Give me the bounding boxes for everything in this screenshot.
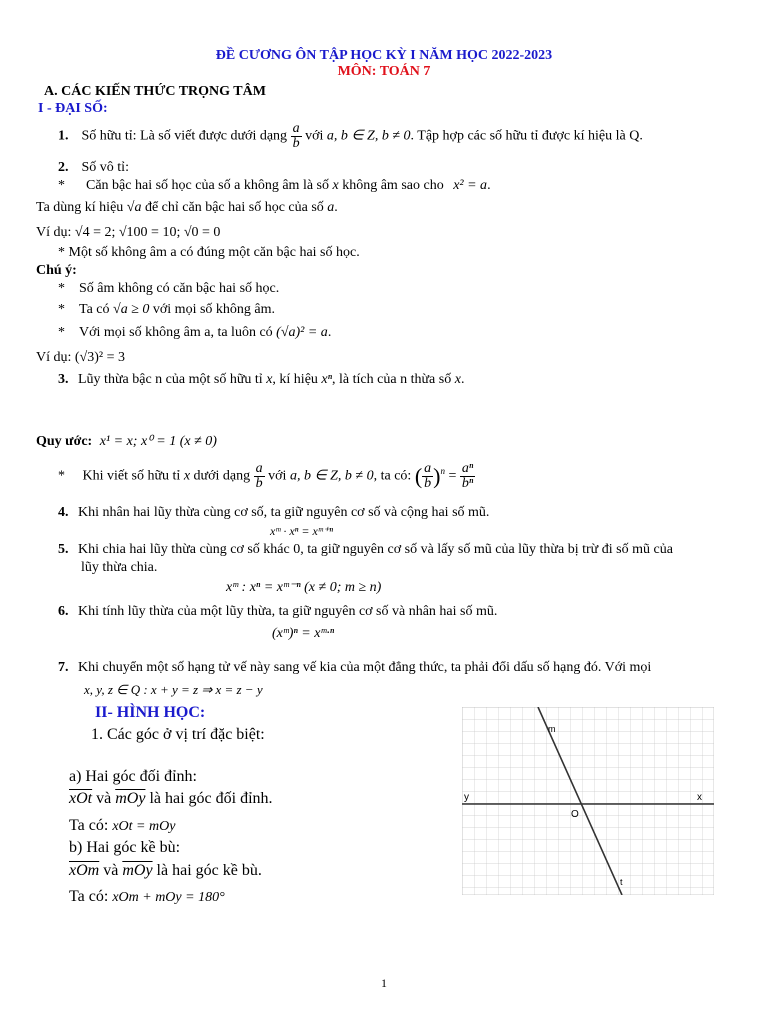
vertical-angles-have: Ta có: xOt = mOy: [69, 817, 176, 834]
page-number: 1: [381, 976, 387, 990]
item-3: 3. Lũy thừa bậc n của một số hữu tỉ x, kí hiệu xⁿ, là tích của n thừa số x.: [58, 372, 465, 387]
example-expr: √4 = 2; √100 = 10; √0 = 0: [74, 225, 221, 240]
item-7: 7. Khi chuyển một số hạng tử vế này sang vế kia của một đẳng thức, ta phải đổi dấu số hạng đó. Với mọi: [58, 660, 652, 675]
fraction-a-b: $\frac{a}{b}$: [255, 461, 263, 491]
item-text: Số vô tỉ:: [81, 160, 129, 175]
item-7-formula: x, y, z ∈ Q : x + y = z ⇒ x = z − y: [84, 682, 263, 697]
doc-subject: MÔN: TOÁN 7: [337, 64, 431, 79]
supplementary-have: Ta có: xOm + mOy = 180°: [69, 888, 225, 905]
item-number: 1.: [58, 128, 69, 144]
example-2: Ví dụ: (√3)² = 3: [36, 350, 125, 365]
fraction-power-result: $\frac{\text{aⁿ}}{\text{bⁿ}}$: [461, 461, 474, 491]
note-2: * Ta có √a ≥ 0 với mọi số không âm.: [58, 302, 276, 317]
label-o: O: [571, 809, 579, 820]
set-symbol-q: Q: [629, 128, 640, 144]
item-6: 6. Khi tính lũy thừa của một lũy thừa, ta giữ nguyên cơ số và nhân hai số mũ.: [58, 604, 498, 619]
supplementary-title: b) Hai góc kề bù:: [69, 839, 181, 856]
angles-figure: [462, 707, 714, 895]
item-text: . Tập hợp các số hữu tỉ được kí hiệu là: [410, 128, 626, 144]
note-3: * Với mọi số không âm a, ta luôn có (√a)² = a.: [58, 325, 332, 340]
algebra-heading: I - ĐẠI SỐ:: [38, 101, 108, 116]
item-text: Số hữu tỉ: Là số viết được dưới dạng: [81, 128, 288, 144]
note-1: * Số âm không có căn bậc hai số học.: [58, 281, 280, 296]
notation-line: Ta dùng kí hiệu √a để chỉ căn bậc hai số học của số a.: [36, 200, 338, 215]
item-5-line2: lũy thừa chia.: [81, 560, 158, 575]
supplementary-line: $\overline{xOm}$ và $\overline{mOy}$ là hai góc kề bù.: [69, 862, 262, 879]
convention: Quy ước: x¹ = x; x⁰ = 1 (x ≠ 0): [36, 434, 217, 449]
example-1: Ví dụ: √4 = 2; √100 = 10; √0 = 0: [36, 225, 221, 240]
item-4: 4. Khi nhân hai lũy thừa cùng cơ số, ta giữ nguyên cơ số và cộng hai số mũ.: [58, 505, 490, 520]
item-1: 1. Số hữu tỉ: Là số viết được dưới dạng $\frac{a}{b}$ với a, b ∈ Z, b ≠ 0. Tập hợp các số hữu tỉ được kí hiệu là Q.: [58, 121, 643, 151]
label-m: m: [548, 724, 556, 734]
item-text: với: [305, 128, 324, 144]
expr-sqrt-nonneg: √a ≥ 0: [113, 302, 150, 317]
expr-x-squared: x² = a: [453, 178, 488, 193]
vertical-angles-title: a) Hai góc đối đỉnh:: [69, 768, 197, 785]
sqrt-symbol: √a: [126, 200, 142, 215]
expr-sqrt-squared: (√a)² = a: [276, 325, 328, 340]
label-x: x: [697, 792, 702, 803]
fraction-power: * Khi viết số hữu tỉ x dưới dạng $\frac{a}{b}$ với a, b ∈ Z, b ≠ 0, ta có: ( $\frac{a}{b}$ )$^n$ = $\frac{\text{aⁿ}}{\text{bⁿ}}$: [58, 461, 474, 491]
note-one-root: * Một số không âm a có đúng một căn bậc hai số học.: [58, 245, 360, 260]
item-4-formula: xᵐ · xⁿ = xᵐ⁺ⁿ: [270, 524, 333, 538]
geometry-item-1: 1. Các góc ở vị trí đặc biệt:: [91, 726, 265, 743]
chu-y-label: Chú ý:: [36, 263, 77, 278]
label-t: t: [620, 877, 623, 887]
condition-expr: a, b ∈ Z, b ≠ 0: [326, 128, 411, 144]
example-expr: (√3)² = 3: [74, 350, 125, 365]
convention-expr: x¹ = x; x⁰ = 1 (x ≠ 0): [99, 434, 217, 449]
sqrt-definition: * Căn bậc hai số học của số a không âm là số x không âm sao cho x² = a.: [58, 178, 491, 193]
doc-title: ĐỀ CƯƠNG ÔN TẬP HỌC KỲ I NĂM HỌC 2022-2023: [215, 48, 553, 63]
bullet: *: [58, 178, 65, 193]
item-6-formula: (xᵐ)ⁿ = xᵐ·ⁿ: [272, 626, 335, 641]
item-2: [58, 160, 129, 176]
item-number: 2.: [58, 160, 69, 175]
item-5-formula: xᵐ : xⁿ = xᵐ⁻ⁿ (x ≠ 0; m ≥ n): [226, 580, 382, 595]
fraction-a-b: $\frac{a}{b}$: [292, 121, 300, 151]
section-a-heading: A. CÁC KIẾN THỨC TRỌNG TÂM: [44, 84, 266, 99]
vertical-angles-line: $\overline{xOt}$ và $\overline{mOy}$ là hai góc đối đỉnh.: [69, 790, 273, 807]
geometry-heading: II- HÌNH HỌC:: [95, 704, 206, 721]
item-5: 5. Khi chia hai lũy thừa cùng cơ số khác 0, ta giữ nguyên cơ số và lấy số mũ của lũy thừa bị trừ đi số mũ của: [58, 542, 673, 557]
label-y: y: [464, 792, 469, 803]
